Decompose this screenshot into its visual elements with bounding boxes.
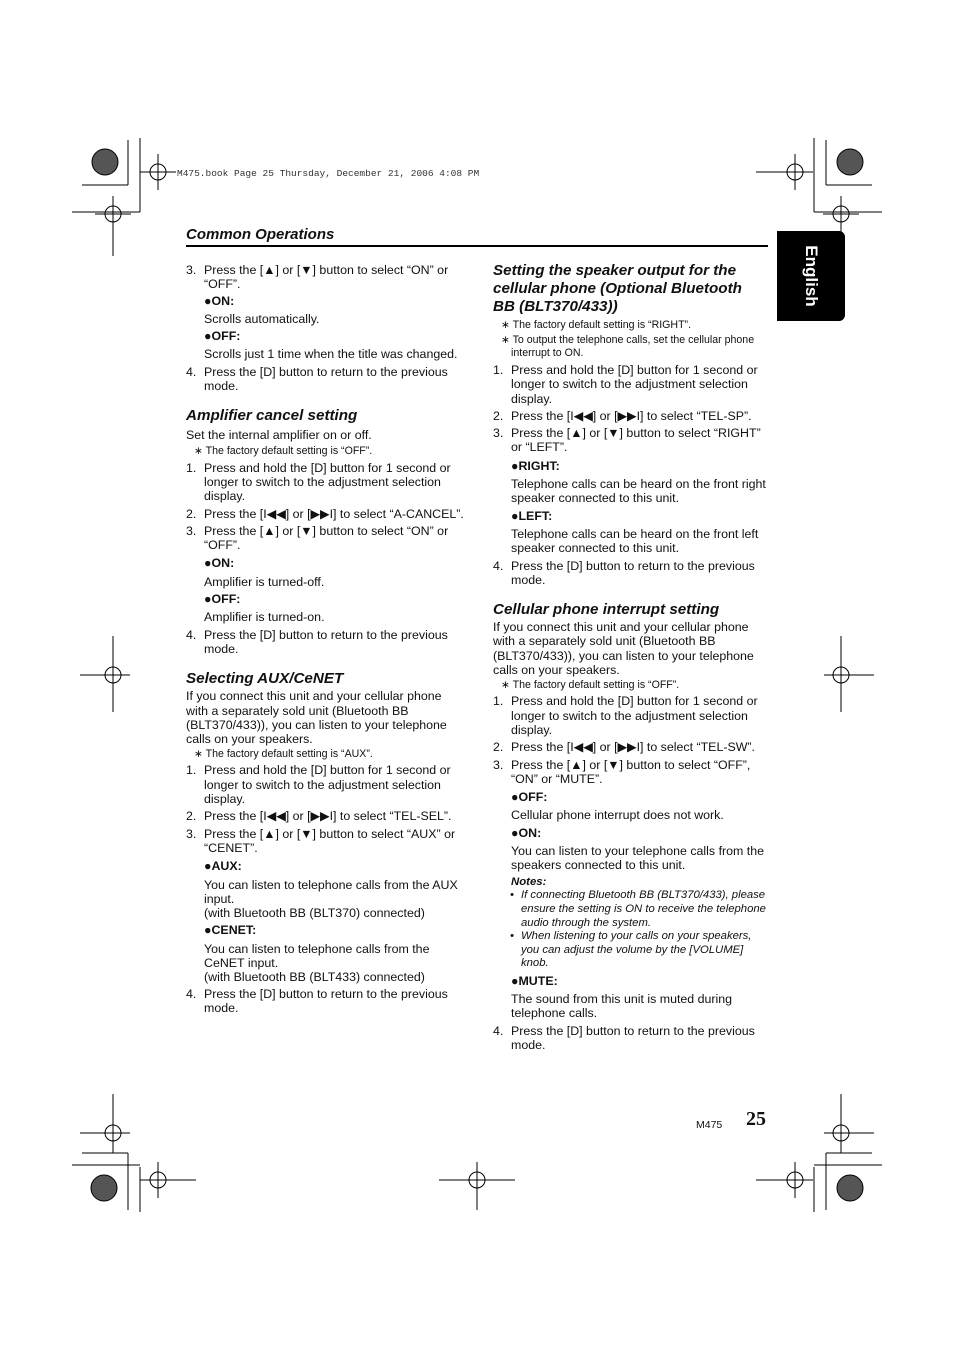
step-text: Press the [▲] or [▼] button to select “AUX” or “CENET”. — [204, 826, 456, 855]
aux-aux-desc: You can listen to telephone calls from the AUX input. — [204, 877, 458, 906]
amp-intro: Set the internal amplifier on or off. — [186, 428, 372, 443]
step-text: Press the [▲] or [▼] button to select “ON” or “OFF”. — [204, 263, 449, 292]
option-on-label: ●ON: — [204, 293, 235, 308]
note-item: • If connecting Bluetooth BB (BLT370/433), please ensure the setting is ON to receive the telephone audio through the system. — [510, 889, 766, 929]
amp-step-2: 2. Press the [I◀◀] or [▶▶I] to select “A-CANCEL”. — [186, 506, 464, 521]
speaker-right-desc: Telephone calls can be heard on the front right speaker connected to this unit. — [511, 477, 766, 506]
speaker-step-4: 4. Press the [D] button to return to the previous mode. — [493, 558, 755, 587]
note-text: If connecting Bluetooth BB (BLT370/433), please ensure the setting is ON to receive the telephone audio through the system. — [521, 889, 766, 929]
step-text: Press the [▲] or [▼] button to select “OFF”, “ON” or “MUTE”. — [511, 757, 751, 786]
option-off-desc: Scrolls just 1 time when the title was changed. — [204, 347, 458, 362]
aux-step-3: 3. Press the [▲] or [▼] button to select “AUX” or “CENET”. — [186, 826, 456, 855]
step-4: 4. Press the [D] button to return to the previous mode. — [186, 364, 448, 394]
interrupt-on-desc: You can listen to your telephone calls from the speakers connected to this unit. — [511, 844, 765, 873]
step-text: Press and hold the [D] button for 1 second or longer to switch to the adjustment selection display. — [204, 460, 451, 504]
speaker-left-desc: Telephone calls can be heard on the front left speaker connected to this unit. — [511, 526, 759, 556]
step-text: Press the [I◀◀] or [▶▶I] to select “TEL-SEL”. — [204, 809, 452, 824]
speaker-step-1: 1. Press and hold the [D] button for 1 second or longer to switch to the adjustment selection display. — [493, 363, 758, 406]
aux-step-1: 1. Press and hold the [D] button for 1 second or longer to switch to the adjustment selection display. — [186, 763, 451, 807]
heading-selecting-aux: Selecting AUX/CeNET — [186, 670, 344, 688]
step-text: Press the [▲] or [▼] button to select “ON” or “OFF”. — [204, 523, 449, 553]
step-text: Press the [D] button to return to the previous mode. — [511, 1023, 755, 1053]
step-text: Press the [I◀◀] or [▶▶I] to select “TEL-SP”. — [511, 408, 752, 423]
aux-aux-label: ●AUX: — [204, 859, 242, 874]
step-text: Press the [▲] or [▼] button to select “RIGHT” or “LEFT”. — [511, 426, 761, 455]
interrupt-default-note: ∗ The factory default setting is “OFF”. — [501, 679, 680, 692]
heading-cellular-interrupt: Cellular phone interrupt setting — [493, 601, 720, 619]
aux-default-note: ∗ The factory default setting is “AUX”. — [194, 748, 373, 761]
notes-title: Notes: — [511, 875, 547, 888]
speaker-right-label: ●RIGHT: — [511, 458, 560, 473]
model-code: M475 — [696, 1119, 723, 1131]
step-3: 3. Press the [▲] or [▼] button to select “ON” or “OFF”. — [186, 263, 449, 292]
amp-on-label: ●ON: — [204, 556, 235, 571]
aux-step-4: 4. Press the [D] button to return to the previous mode. — [186, 986, 448, 1015]
amp-off-label: ●OFF: — [204, 592, 241, 607]
step-text: Press the [I◀◀] or [▶▶I] to select “TEL-SW”. — [511, 740, 755, 755]
interrupt-mute-desc: The sound from this unit is muted during telephone calls. — [511, 992, 733, 1021]
option-off-label: ●OFF: — [204, 329, 241, 344]
aux-step-2: 2. Press the [I◀◀] or [▶▶I] to select “TEL-SEL”. — [186, 809, 452, 824]
speaker-interrupt-note: ∗ To output the telephone calls, set the cellular phone interrupt to ON. — [501, 334, 755, 359]
language-tab-label: English — [802, 245, 821, 307]
interrupt-step-2: 2. Press the [I◀◀] or [▶▶I] to select “TEL-SW”. — [493, 740, 755, 755]
interrupt-step-4: 4. Press the [D] button to return to the previous mode. — [493, 1023, 755, 1053]
aux-cenet-label: ●CENET: — [204, 923, 257, 938]
interrupt-intro: If you connect this unit and your cellular phone with a separately sold unit (Bluetooth BB (BLT370/433)), you can listen to your telephone calls on your speakers. — [493, 620, 754, 678]
amp-step-1: 1. Press and hold the [D] button for 1 second or longer to switch to the adjustment selection display. — [186, 460, 451, 504]
interrupt-mute-label: ●MUTE: — [511, 973, 558, 988]
interrupt-step-3: 3. Press the [▲] or [▼] button to select “OFF”, “ON” or “MUTE”. — [493, 757, 751, 786]
print-header-line: M475.book Page 25 Thursday, December 21, 2006 4:08 PM — [177, 168, 480, 179]
speaker-step-3: 3. Press the [▲] or [▼] button to select “RIGHT” or “LEFT”. — [493, 426, 761, 455]
interrupt-step-1: 1. Press and hold the [D] button for 1 second or longer to switch to the adjustment selection display. — [493, 694, 758, 737]
aux-cenet-note: (with Bluetooth BB (BLT433) connected) — [204, 970, 425, 985]
left-column — [186, 263, 466, 1015]
aux-aux-note: (with Bluetooth BB (BLT370) connected) — [204, 906, 425, 921]
interrupt-on-label: ●ON: — [511, 825, 542, 840]
section-title: Common Operations — [186, 226, 335, 243]
amp-step-4: 4. Press the [D] button to return to the previous mode. — [186, 627, 448, 656]
step-text: Press the [D] button to return to the previous mode. — [511, 558, 755, 587]
right-column — [493, 262, 768, 1052]
step-text: Press the [D] button to return to the previous mode. — [204, 986, 448, 1015]
note-item: • When listening to your calls on your speakers, you can adjust the volume by the [VOLUME] knob. — [510, 930, 752, 970]
interrupt-off-label: ●OFF: — [511, 790, 548, 805]
language-tab — [777, 231, 845, 321]
page-number: 25 — [746, 1108, 766, 1130]
aux-cenet-desc: You can listen to telephone calls from the CeNET input. — [204, 941, 430, 970]
step-text: Press the [D] button to return to the previous mode. — [204, 364, 448, 394]
speaker-left-label: ●LEFT: — [511, 508, 553, 523]
note-text: When listening to your calls on your speakers, you can adjust the volume by the [VOLUME] knob. — [521, 930, 752, 970]
interrupt-off-desc: Cellular phone interrupt does not work. — [511, 808, 724, 823]
amp-step-3: 3. Press the [▲] or [▼] button to select “ON” or “OFF”. — [186, 523, 449, 553]
step-text: Press and hold the [D] button for 1 second or longer to switch to the adjustment selection display. — [511, 363, 758, 406]
step-text: Press and hold the [D] button for 1 second or longer to switch to the adjustment selection display. — [204, 763, 451, 807]
amp-default-note: ∗ The factory default setting is “OFF”. — [194, 444, 373, 457]
step-text: Press and hold the [D] button for 1 second or longer to switch to the adjustment selection display. — [511, 694, 758, 737]
heading-speaker-output: Setting the speaker output for the cellular phone (Optional Bluetooth BB (BLT370/433)) — [493, 262, 742, 315]
aux-intro: If you connect this unit and your cellular phone with a separately sold unit (Bluetooth BB (BLT370/433)), you can listen to your telephone calls on your speakers. — [186, 689, 447, 747]
speaker-default-note: ∗ The factory default setting is “RIGHT”. — [501, 319, 692, 331]
speaker-step-2: 2. Press the [I◀◀] or [▶▶I] to select “TEL-SP”. — [493, 408, 752, 423]
section-rule — [186, 245, 768, 247]
amp-on-desc: Amplifier is turned-off. — [204, 574, 325, 589]
heading-amplifier-cancel: Amplifier cancel setting — [186, 407, 358, 425]
step-text: Press the [D] button to return to the previous mode. — [204, 627, 448, 656]
step-text: Press the [I◀◀] or [▶▶I] to select “A-CANCEL”. — [204, 506, 464, 521]
option-on-desc: Scrolls automatically. — [204, 311, 320, 326]
amp-off-desc: Amplifier is turned-on. — [204, 610, 325, 625]
